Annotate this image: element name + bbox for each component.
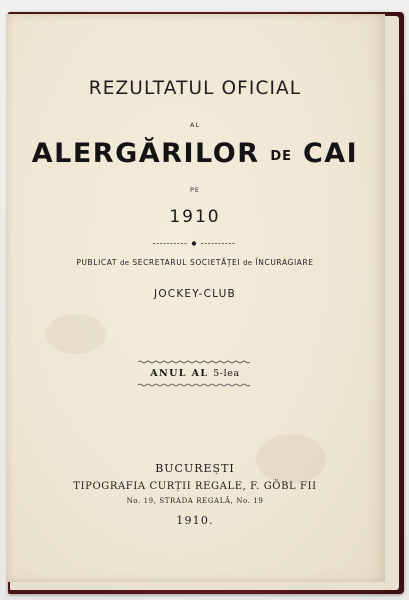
edition-value: 5-lea	[213, 368, 240, 379]
paper-stain	[46, 314, 106, 354]
connector-al: AL	[189, 121, 201, 129]
year: 1910	[169, 207, 221, 227]
ornament-divider	[153, 240, 235, 247]
publisher-line	[6, 258, 384, 267]
edition-label: ANUL AL	[150, 368, 209, 379]
imprint-city: BUCUREȘTI	[155, 462, 235, 475]
heading-de: DE	[270, 149, 293, 164]
published-prefix: PUBLICAT	[76, 258, 118, 267]
heading-cai: CAI	[302, 138, 359, 169]
edition-rule-top	[138, 360, 250, 364]
heading-main	[6, 138, 384, 169]
edition-line	[6, 368, 384, 379]
paper-stain	[256, 434, 326, 484]
published-de-1: de	[120, 259, 130, 267]
connector-pe: PE	[189, 186, 201, 194]
title-page	[6, 14, 385, 582]
imprint-address: No. 19, STRADA REGALĂ, No. 19	[126, 497, 264, 505]
imprint-printer: TIPOGRAFIA CURȚII REGALE, F. GÖBL FII	[73, 481, 317, 492]
published-mid: SECRETARUL SOCIETĂȚEI	[132, 258, 241, 267]
club-name: JOCKEY-CLUB	[154, 288, 236, 300]
imprint-year: 1910.	[176, 514, 214, 527]
heading-main-word: ALERGĂRILOR	[31, 138, 260, 169]
published-end: ÎNCURAGIARE	[255, 258, 314, 267]
heading-line1: REZULTATUL OFICIAL	[88, 78, 302, 99]
edition-rule-bottom	[138, 383, 250, 387]
published-de-2: de	[243, 259, 253, 267]
